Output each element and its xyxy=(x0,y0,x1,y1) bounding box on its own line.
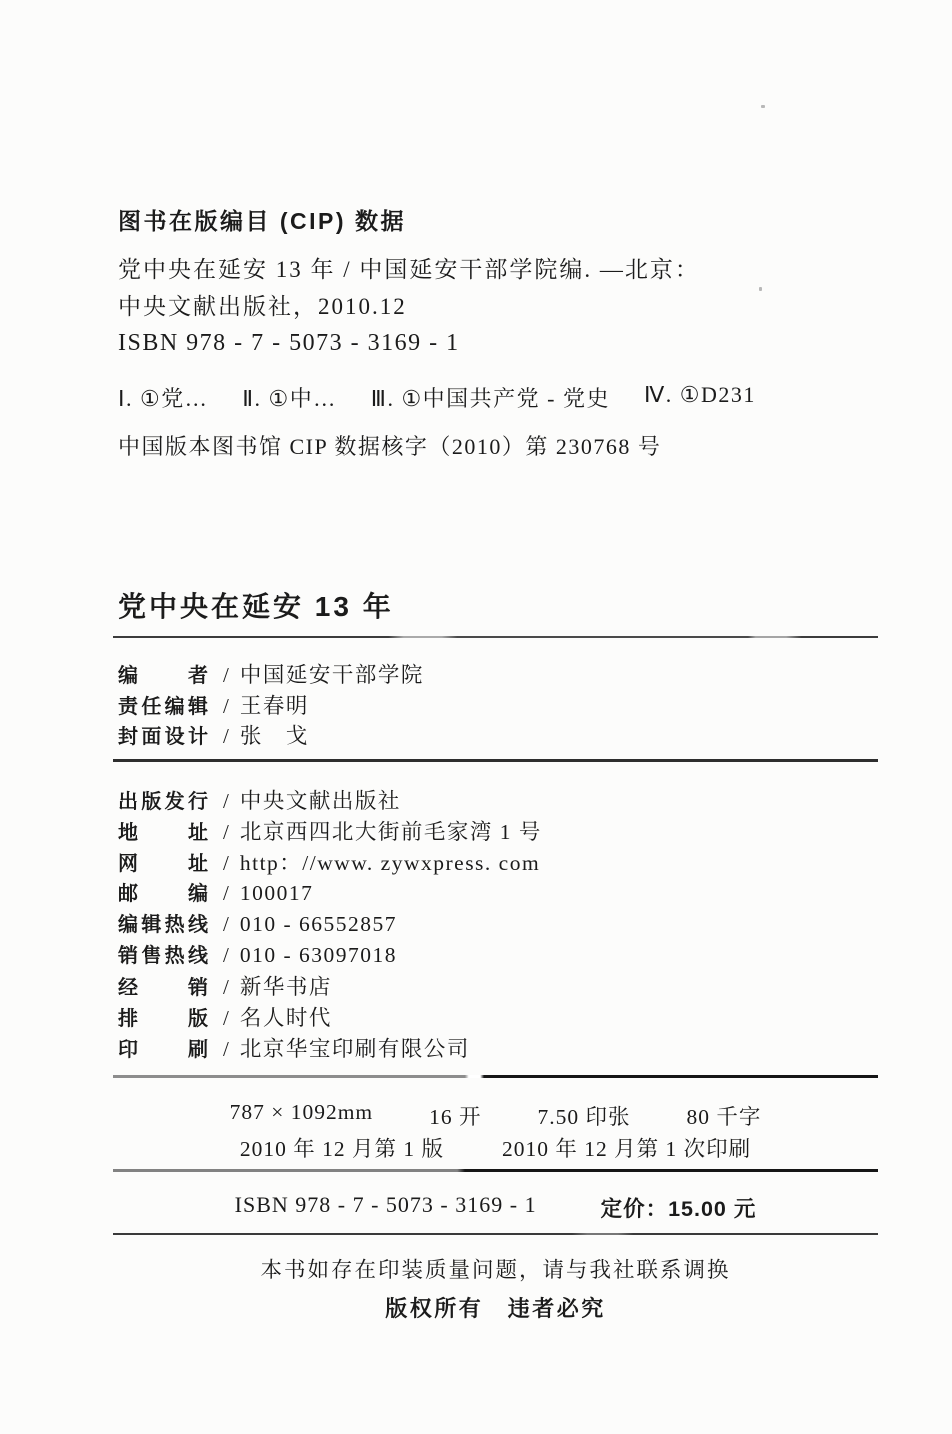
field-separator: / xyxy=(223,694,229,718)
cip-title-line: 党中央在延安 13 年 / 中国延安干部学院编. —北京： xyxy=(118,257,700,282)
field-separator: / xyxy=(223,663,229,687)
field-separator: / xyxy=(223,820,229,844)
divider xyxy=(113,1233,878,1235)
field-separator: / xyxy=(223,789,229,813)
field-separator: / xyxy=(223,881,229,905)
divider xyxy=(113,1075,878,1078)
field-value: 100017 xyxy=(239,881,314,905)
divider xyxy=(113,759,878,762)
field-value: 张 戈 xyxy=(239,724,309,748)
field-label: 印刷 xyxy=(118,1039,208,1061)
cip-header: 图书在版编目 (CIP) 数据 xyxy=(118,208,406,234)
format-line xyxy=(113,1100,878,1131)
field-value: 北京西四北大街前毛家湾 1 号 xyxy=(239,820,542,844)
field-label: 地址 xyxy=(118,822,208,844)
publishing-row xyxy=(118,784,401,815)
classification-item: Ⅱ. ①中… xyxy=(242,386,337,411)
publishing-row xyxy=(118,877,313,906)
edition-item: 2010 年 12 月第 1 次印刷 xyxy=(502,1137,752,1161)
field-separator: / xyxy=(223,975,229,999)
field-value: 中国延安干部学院 xyxy=(239,663,424,687)
edition-item: 2010 年 12 月第 1 版 xyxy=(239,1137,444,1161)
classification-item: Ⅲ. ①中国共产党 - 党史 xyxy=(370,386,610,411)
cip-record-number: 中国版本图书馆 CIP 数据核字（2010）第 230768 号 xyxy=(118,434,662,459)
quality-note: 本书如存在印装质量问题，请与我社联系调换 xyxy=(260,1258,731,1282)
field-separator: / xyxy=(223,943,229,967)
publishing-row xyxy=(118,815,542,846)
field-value: 北京华宝印刷有限公司 xyxy=(239,1037,470,1061)
cip-classification xyxy=(118,382,756,413)
field-value: 新华书店 xyxy=(239,975,332,999)
field-value: 王春明 xyxy=(239,694,309,718)
cip-isbn: ISBN 978 - 7 - 5073 - 3169 - 1 xyxy=(118,330,460,356)
field-label: 编辑热线 xyxy=(118,914,208,936)
publishing-row xyxy=(118,1032,470,1063)
price: 定价：15.00 元 xyxy=(600,1197,757,1221)
field-label: 经销 xyxy=(118,977,208,999)
field-value: http：//www. zywxpress. com xyxy=(239,851,541,875)
field-separator: / xyxy=(223,1037,229,1061)
field-label: 封面设计 xyxy=(118,726,208,748)
classification-item: Ⅳ. ①D231 xyxy=(644,382,756,407)
format-item: 787 × 1092mm xyxy=(229,1100,374,1124)
field-separator: / xyxy=(223,912,229,936)
field-separator: / xyxy=(223,851,229,875)
field-separator: / xyxy=(223,1006,229,1030)
isbn-price-line xyxy=(113,1192,878,1223)
credit-row xyxy=(118,719,309,750)
divider xyxy=(113,636,878,638)
field-label: 排版 xyxy=(118,1008,208,1030)
scan-speck xyxy=(759,287,762,291)
publishing-row xyxy=(118,939,397,968)
field-value: 010 - 63097018 xyxy=(239,943,398,967)
field-label: 出版发行 xyxy=(118,791,208,813)
format-item: 7.50 印张 xyxy=(537,1105,631,1129)
field-value: 名人时代 xyxy=(239,1006,332,1030)
edition-line xyxy=(113,1132,878,1163)
publishing-row xyxy=(118,1001,332,1032)
publishing-row xyxy=(118,846,540,877)
field-label: 邮编 xyxy=(118,883,208,905)
publishing-row xyxy=(118,970,332,1001)
format-item: 80 千字 xyxy=(686,1105,762,1129)
isbn: ISBN 978 - 7 - 5073 - 3169 - 1 xyxy=(234,1192,537,1217)
field-label: 责任编辑 xyxy=(118,696,208,718)
copyright-notice: 版权所有 违者必究 xyxy=(385,1296,606,1321)
divider xyxy=(113,1169,878,1172)
classification-item: Ⅰ. ①党… xyxy=(118,386,209,411)
credit-row xyxy=(118,689,309,720)
field-label: 网址 xyxy=(118,853,208,875)
field-label: 编者 xyxy=(118,665,208,687)
cip-publisher-line: 中央文献出版社，2010.12 xyxy=(118,294,407,319)
field-value: 010 - 66552857 xyxy=(239,912,398,936)
field-value: 中央文献出版社 xyxy=(239,789,401,813)
field-label: 销售热线 xyxy=(118,945,208,967)
book-title: 党中央在延安 13 年 xyxy=(118,591,394,622)
field-separator: / xyxy=(223,724,229,748)
scan-speck xyxy=(761,105,765,108)
publishing-row xyxy=(118,908,397,937)
credit-row xyxy=(118,658,424,689)
format-item: 16 开 xyxy=(429,1105,482,1129)
